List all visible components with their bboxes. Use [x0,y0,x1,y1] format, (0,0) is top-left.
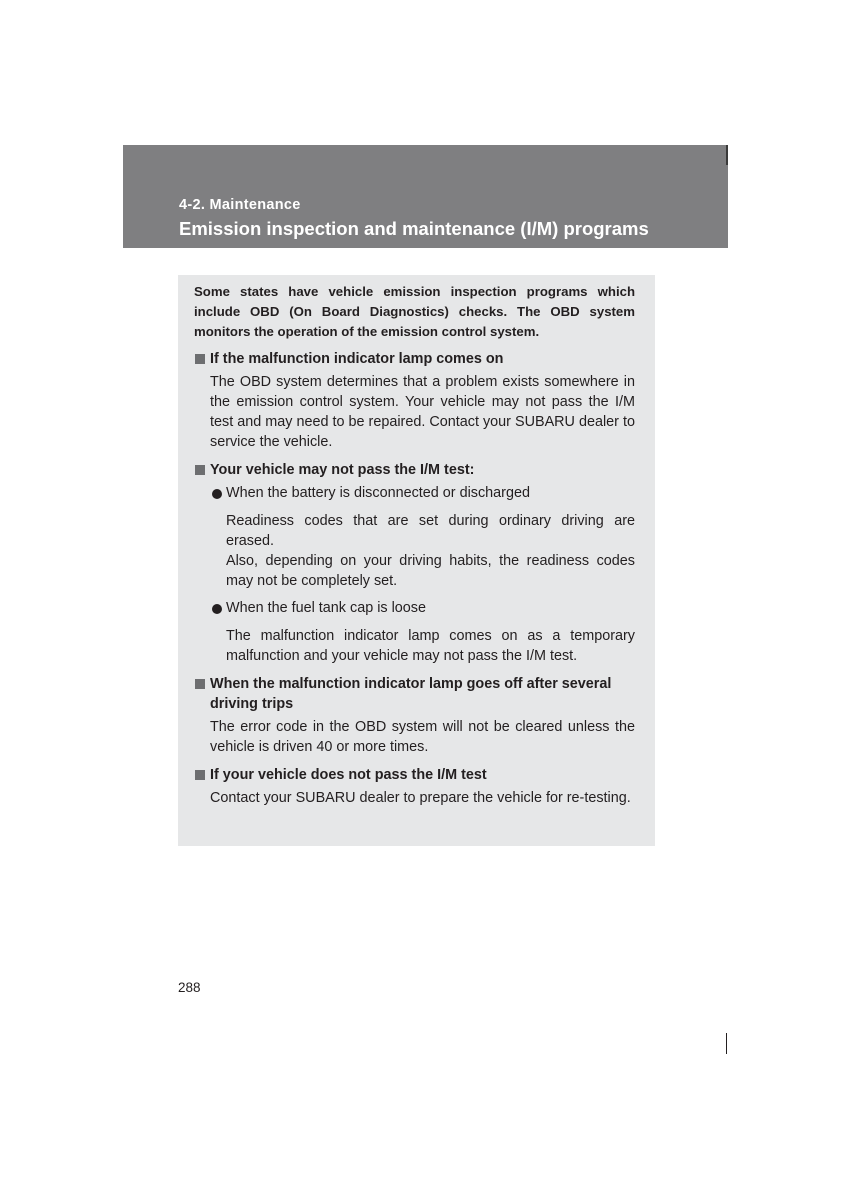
section-heading-text: If your vehicle does not pass the I/M test [210,767,487,783]
bullet-text-additional: Also, depending on your driving habits, the readiness codes may not be completely set. [226,553,635,589]
section-lamp-goes-off [194,674,635,757]
square-bullet-icon [195,354,205,364]
intro-text: Some states have vehicle emission inspection programs which include OBD (On Board Diagnostics) checks. The OBD system monitors the operation of the emission control system. [194,284,635,339]
margin-tick [726,1033,727,1054]
section-heading [194,674,635,714]
bullet-item [194,598,635,618]
round-bullet-icon [212,489,222,499]
section-heading [194,460,635,480]
round-bullet-icon [212,604,222,614]
bullet-label: When the fuel tank cap is loose [226,600,426,616]
square-bullet-icon [195,465,205,475]
section-heading-text: Your vehicle may not pass the I/M test: [210,462,475,478]
header-tick [726,145,728,165]
section-heading-text: If the malfunction indicator lamp comes on [210,351,504,367]
page-title: Emission inspection and maintenance (I/M) programs [179,218,649,239]
content-box [178,275,655,846]
bullet-label: When the battery is disconnected or discharged [226,485,530,501]
section-heading [194,765,635,785]
section-heading-text: When the malfunction indicator lamp goes off after several driving trips [210,676,612,712]
bullet-item [194,483,635,503]
section-body: The error code in the OBD system will not be cleared unless the vehicle is driven 40 or more times. [210,719,635,755]
header-band [123,145,728,248]
section-does-not-pass [194,765,635,808]
section-heading [194,349,635,369]
section-body: The OBD system determines that a problem exists somewhere in the emission control system. Your vehicle may not pass the I/M test and may need to be repaired. Contact your SUBARU dealer to service the vehicle. [210,374,635,450]
page-number: 288 [178,980,201,995]
square-bullet-icon [195,770,205,780]
section-malfunction-lamp [194,349,635,452]
section-body: Contact your SUBARU dealer to prepare the vehicle for re-testing. [210,790,631,806]
section-may-not-pass [194,460,635,666]
bullet-text: Readiness codes that are set during ordinary driving are erased. [226,513,635,549]
section-label: 4-2. Maintenance [179,197,301,213]
square-bullet-icon [195,679,205,689]
bullet-text: The malfunction indicator lamp comes on as a temporary malfunction and your vehicle may not pass the I/M test. [226,628,635,664]
